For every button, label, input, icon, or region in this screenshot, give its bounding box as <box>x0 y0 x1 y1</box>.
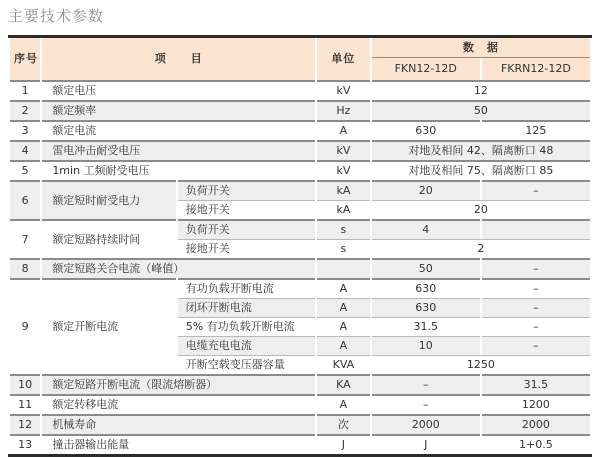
cell-sub-item: 电缆充电电流 <box>178 336 315 355</box>
cell-unit: KVA <box>317 355 370 374</box>
cell-value-merged: 20 <box>372 200 590 219</box>
cell-unit: s <box>317 239 370 258</box>
cell-value-fkn: 2000 <box>372 414 480 434</box>
cell-no: 2 <box>10 100 40 120</box>
cell-no: 7 <box>10 219 40 258</box>
table-row <box>10 160 590 180</box>
cell-sub-item: 接地开关 <box>178 200 315 219</box>
cell-value-fkn: J <box>372 434 480 454</box>
header-model-fkrn12-12d: FKRN12-12D <box>482 58 590 80</box>
cell-sub-item: 负荷开关 <box>178 180 315 200</box>
table-row <box>10 394 590 414</box>
cell-value-merged: 对地及相间 42、隔离断口 48 <box>372 140 590 160</box>
cell-sub-item: 有功负载开断电流 <box>178 278 315 298</box>
cell-value-fkn: – <box>372 374 480 394</box>
cell-item: 额定电流 <box>42 120 315 140</box>
cell-value-fkrn: 1+0.5 <box>482 434 590 454</box>
cell-no: 11 <box>10 394 40 414</box>
cell-unit: 次 <box>317 414 370 434</box>
cell-no: 4 <box>10 140 40 160</box>
cell-value-fkn: 630 <box>372 278 480 298</box>
cell-item: 额定电压 <box>42 80 315 100</box>
cell-unit: J <box>317 434 370 454</box>
table-row <box>10 80 590 100</box>
cell-unit: A <box>317 336 370 355</box>
cell-unit: kV <box>317 160 370 180</box>
cell-unit: Hz <box>317 100 370 120</box>
cell-unit: A <box>317 120 370 140</box>
table-row <box>10 374 590 394</box>
header-model-fkn12-12d: FKN12-12D <box>372 58 480 80</box>
cell-unit: A <box>317 394 370 414</box>
cell-sub-item: 接地开关 <box>178 239 315 258</box>
cell-unit: A <box>317 298 370 317</box>
cell-no: 3 <box>10 120 40 140</box>
cell-item: 额定开断电流 <box>42 278 175 374</box>
cell-value-fkrn: – <box>482 258 590 278</box>
cell-unit: kA <box>317 180 370 200</box>
cell-value-fkn: 10 <box>372 336 480 355</box>
cell-no: 6 <box>10 180 40 219</box>
cell-value-fkn: – <box>372 394 480 414</box>
cell-no: 9 <box>10 278 40 374</box>
cell-value-merged: 2 <box>372 239 590 258</box>
cell-item: 额定短路关合电流（峰值） <box>42 258 315 278</box>
cell-unit <box>317 258 370 278</box>
cell-value-fkn: 630 <box>372 120 480 140</box>
table-row <box>10 258 590 278</box>
cell-value-fkn: 4 <box>372 219 480 239</box>
table-row <box>10 434 590 454</box>
table-body <box>10 80 590 454</box>
header-unit: 单位 <box>317 38 370 80</box>
cell-value-fkrn: – <box>482 180 590 200</box>
header-row-top <box>10 38 590 58</box>
cell-value-fkrn: 2000 <box>482 414 590 434</box>
cell-value-fkrn: – <box>482 298 590 317</box>
header-item: 项 目 <box>42 38 315 80</box>
table-row <box>10 100 590 120</box>
cell-item: 额定短时耐受电力 <box>42 180 175 219</box>
cell-sub-item: 负荷开关 <box>178 219 315 239</box>
cell-sub-item: 闭环开断电流 <box>178 298 315 317</box>
cell-no: 12 <box>10 414 40 434</box>
cell-item: 额定转移电流 <box>42 394 315 414</box>
cell-item: 额定频率 <box>42 100 315 120</box>
cell-value-fkrn: – <box>482 278 590 298</box>
cell-value-fkrn: 1200 <box>482 394 590 414</box>
cell-value-fkn: 630 <box>372 298 480 317</box>
table-row <box>10 278 590 298</box>
tech-params-table-frame <box>8 35 592 457</box>
cell-value-fkrn <box>482 219 590 239</box>
cell-value-merged: 50 <box>372 100 590 120</box>
table-row <box>10 414 590 434</box>
header-no: 序号 <box>10 38 40 80</box>
cell-unit: s <box>317 219 370 239</box>
cell-value-fkn: 31.5 <box>372 317 480 336</box>
cell-no: 8 <box>10 258 40 278</box>
cell-item: 撞击器输出能量 <box>42 434 315 454</box>
cell-value-fkrn: 31.5 <box>482 374 590 394</box>
cell-value-merged: 对地及相间 75、隔离断口 85 <box>372 160 590 180</box>
cell-no: 1 <box>10 80 40 100</box>
cell-no: 10 <box>10 374 40 394</box>
header-data: 数 据 <box>372 38 590 58</box>
table-header <box>10 38 590 80</box>
cell-unit: kV <box>317 80 370 100</box>
cell-value-fkrn: 125 <box>482 120 590 140</box>
cell-value-fkn: 20 <box>372 180 480 200</box>
table-row <box>10 219 590 239</box>
cell-value-fkrn: – <box>482 317 590 336</box>
cell-no: 13 <box>10 434 40 454</box>
cell-value-merged: 1250 <box>372 355 590 374</box>
cell-unit: kA <box>317 200 370 219</box>
cell-unit: A <box>317 317 370 336</box>
cell-value-fkrn: – <box>482 336 590 355</box>
tech-params-table <box>8 38 592 454</box>
cell-item: 1min 工频耐受电压 <box>42 160 315 180</box>
cell-item: 机械寿命 <box>42 414 315 434</box>
cell-item: 额定短路开断电流（限流熔断器） <box>42 374 315 394</box>
cell-sub-item: 5% 有功负载开断电流 <box>178 317 315 336</box>
cell-item: 雷电冲击耐受电压 <box>42 140 315 160</box>
table-row <box>10 140 590 160</box>
cell-unit: KA <box>317 374 370 394</box>
table-row <box>10 180 590 200</box>
cell-value-fkn: 50 <box>372 258 480 278</box>
page-title: 主要技术参数 <box>8 7 105 25</box>
cell-unit: A <box>317 278 370 298</box>
cell-item: 额定短路持续时间 <box>42 219 175 258</box>
table-row <box>10 120 590 140</box>
cell-value-merged: 12 <box>372 80 590 100</box>
cell-no: 5 <box>10 160 40 180</box>
cell-sub-item: 开断空载变压器容量 <box>178 355 315 374</box>
cell-unit: kV <box>317 140 370 160</box>
